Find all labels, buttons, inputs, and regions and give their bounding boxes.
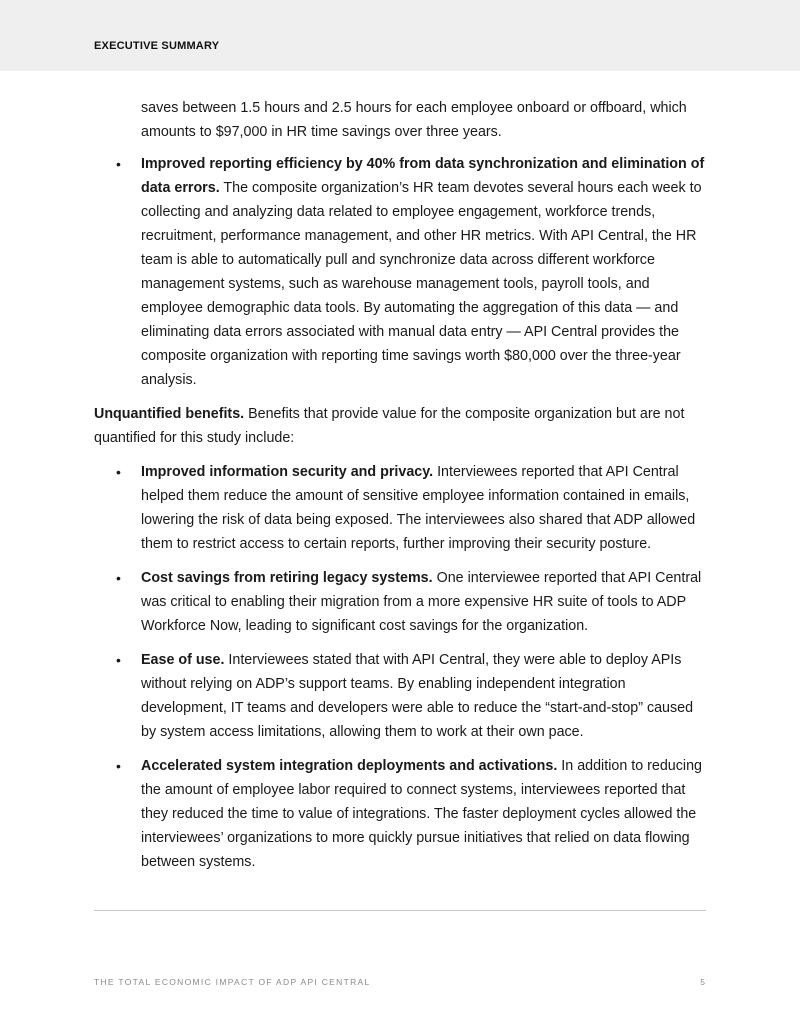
quantified-benefits-list bbox=[94, 152, 708, 392]
footer-title: THE TOTAL ECONOMIC IMPACT OF ADP API CENTRAL bbox=[94, 977, 371, 987]
unquantified-text: Benefits that provide value for the composite organization but are not quantified for this study include: bbox=[94, 406, 685, 446]
list-item bbox=[94, 460, 708, 556]
continued-paragraph: saves between 1.5 hours and 2.5 hours for each employee onboard or offboard, which amounts to $97,000 in HR time savings over three years. bbox=[141, 100, 687, 140]
bullet-icon: • bbox=[116, 464, 121, 480]
list-item bbox=[94, 152, 708, 392]
page-header bbox=[0, 0, 800, 71]
bullet-icon: • bbox=[116, 758, 121, 774]
bullet-lead: Improved information security and privacy. bbox=[141, 464, 434, 480]
bullet-lead: Cost savings from retiring legacy systems. bbox=[141, 570, 433, 586]
body-content bbox=[94, 96, 708, 884]
bullet-text: Interviewees reported that API Central helped them reduce the amount of sensitive employee information contained in emails, lowering the risk of data being exposed. The interviewees also shared that ADP allowed them to restrict access to certain reports, further improving their security posture. bbox=[141, 464, 696, 552]
bullet-icon: • bbox=[116, 156, 121, 172]
bullet-text: Interviewees stated that with API Central, they were able to deploy APIs without relying on ADP’s support teams. By enabling independent integration development, IT teams and developers were able to reduce the “start-and-stop” caused by system access limitations, allowing them to work at their own pace. bbox=[141, 652, 694, 740]
list-item bbox=[94, 566, 708, 638]
bullet-icon: • bbox=[116, 652, 121, 668]
bullet-icon: • bbox=[116, 570, 121, 586]
list-item bbox=[94, 648, 708, 744]
bullet-text: In addition to reducing the amount of employee labor required to connect systems, interviewees reported that they reduced the time to value of integrations. The faster deployment cycles allowed the interviewees’ organizations to more quickly pursue initiatives that relied on data flowing between systems. bbox=[141, 758, 702, 870]
section-title: EXECUTIVE SUMMARY bbox=[94, 40, 220, 52]
unquantified-intro bbox=[94, 402, 708, 450]
footer-divider bbox=[94, 910, 706, 911]
bullet-text: The composite organization’s HR team devotes several hours each week to collecting and analyzing data related to employee engagement, workforce trends, recruitment, performance management, and other HR metrics. With API Central, the HR team is able to automatically pull and synchronize data across different workforce management systems, such as warehouse management tools, payroll tools, and employee demographic data tools. By automating the aggregation of this data — and eliminating data errors associated with manual data entry — API Central provides the composite organization with reporting time savings worth $80,000 over the three-year analysis. bbox=[141, 180, 702, 388]
unquantified-benefits-list bbox=[94, 460, 708, 874]
bullet-text: One interviewee reported that API Central was critical to enabling their migration from a more expensive HR suite of tools to ADP Workforce Now, leading to significant cost savings for the organization. bbox=[141, 570, 702, 634]
bullet-lead: Accelerated system integration deployments and activations. bbox=[141, 758, 558, 774]
unquantified-lead: Unquantified benefits. bbox=[94, 406, 245, 422]
list-item bbox=[94, 754, 708, 874]
page-number: 5 bbox=[700, 977, 705, 987]
bullet-lead: Ease of use. bbox=[141, 652, 225, 668]
bullet-lead: Improved reporting efficiency by 40% from data synchronization and elimination of data errors. bbox=[141, 156, 705, 196]
